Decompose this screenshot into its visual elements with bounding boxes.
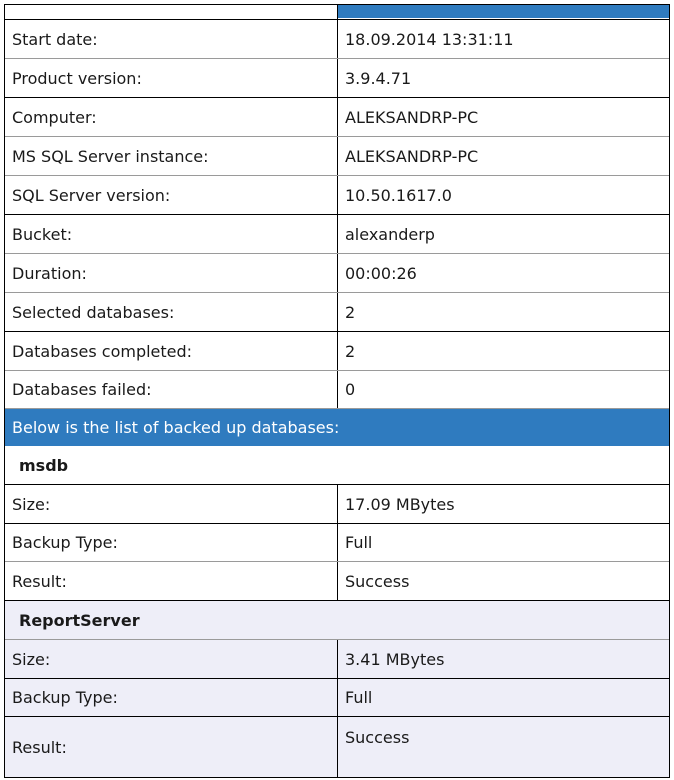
database-row-backup-type xyxy=(5,679,669,717)
row-value: Success xyxy=(345,571,410,591)
summary-row-selected-databases xyxy=(5,293,669,332)
database-name: msdb xyxy=(19,455,69,475)
row-label: Start date: xyxy=(12,29,98,49)
row-value: 3.9.4.71 xyxy=(345,68,412,88)
summary-row-databases-failed xyxy=(5,371,669,409)
top-partial-row xyxy=(5,5,669,20)
summary-row-computer xyxy=(5,98,669,137)
row-value: 2 xyxy=(345,302,356,322)
summary-row-bucket xyxy=(5,215,669,254)
row-label: Result: xyxy=(12,571,67,591)
row-value: 3.41 MBytes xyxy=(345,649,445,669)
list-header-text: Below is the list of backed up databases: xyxy=(12,417,340,437)
database-name-row xyxy=(5,446,669,485)
database-row-result xyxy=(5,562,669,601)
database-row-backup-type xyxy=(5,524,669,562)
row-value: Full xyxy=(345,533,373,552)
summary-row-start-date xyxy=(5,20,669,59)
row-label: Result: xyxy=(12,737,67,757)
row-label: SQL Server version: xyxy=(12,185,171,205)
row-value: ALEKSANDRP-PC xyxy=(345,146,479,166)
list-header xyxy=(5,409,669,446)
row-value: 18.09.2014 13:31:11 xyxy=(345,29,514,49)
row-label: Backup Type: xyxy=(12,688,118,707)
database-row-size xyxy=(5,640,669,679)
row-value: 00:00:26 xyxy=(345,263,417,283)
summary-row-duration xyxy=(5,254,669,293)
row-label: MS SQL Server instance: xyxy=(12,146,209,166)
row-value: 2 xyxy=(345,341,356,361)
row-value: 17.09 MBytes xyxy=(345,494,455,514)
row-value: Success xyxy=(345,728,410,747)
row-value: Full xyxy=(345,688,373,707)
database-row-size xyxy=(5,485,669,524)
summary-row-product-version xyxy=(5,59,669,98)
summary-row-sql-instance xyxy=(5,137,669,176)
row-label: Computer: xyxy=(12,107,97,127)
row-label: Duration: xyxy=(12,263,87,283)
row-label: Selected databases: xyxy=(12,302,175,322)
row-label: Size: xyxy=(12,649,51,669)
row-label: Bucket: xyxy=(12,224,73,244)
row-value: ALEKSANDRP-PC xyxy=(345,107,479,127)
summary-row-sql-version xyxy=(5,176,669,215)
backup-report xyxy=(4,4,670,778)
row-label: Backup Type: xyxy=(12,533,118,552)
summary-row-databases-completed xyxy=(5,332,669,371)
row-value: 0 xyxy=(345,380,356,399)
header-strip xyxy=(338,5,669,18)
row-value: 10.50.1617.0 xyxy=(345,185,452,205)
row-value: alexanderp xyxy=(345,224,435,244)
database-name-row xyxy=(5,601,669,640)
row-label: Databases completed: xyxy=(12,341,193,361)
database-name: ReportServer xyxy=(19,610,140,630)
row-label: Product version: xyxy=(12,68,142,88)
row-label: Size: xyxy=(12,494,51,514)
row-label: Databases failed: xyxy=(12,380,152,399)
database-row-result xyxy=(5,717,669,777)
